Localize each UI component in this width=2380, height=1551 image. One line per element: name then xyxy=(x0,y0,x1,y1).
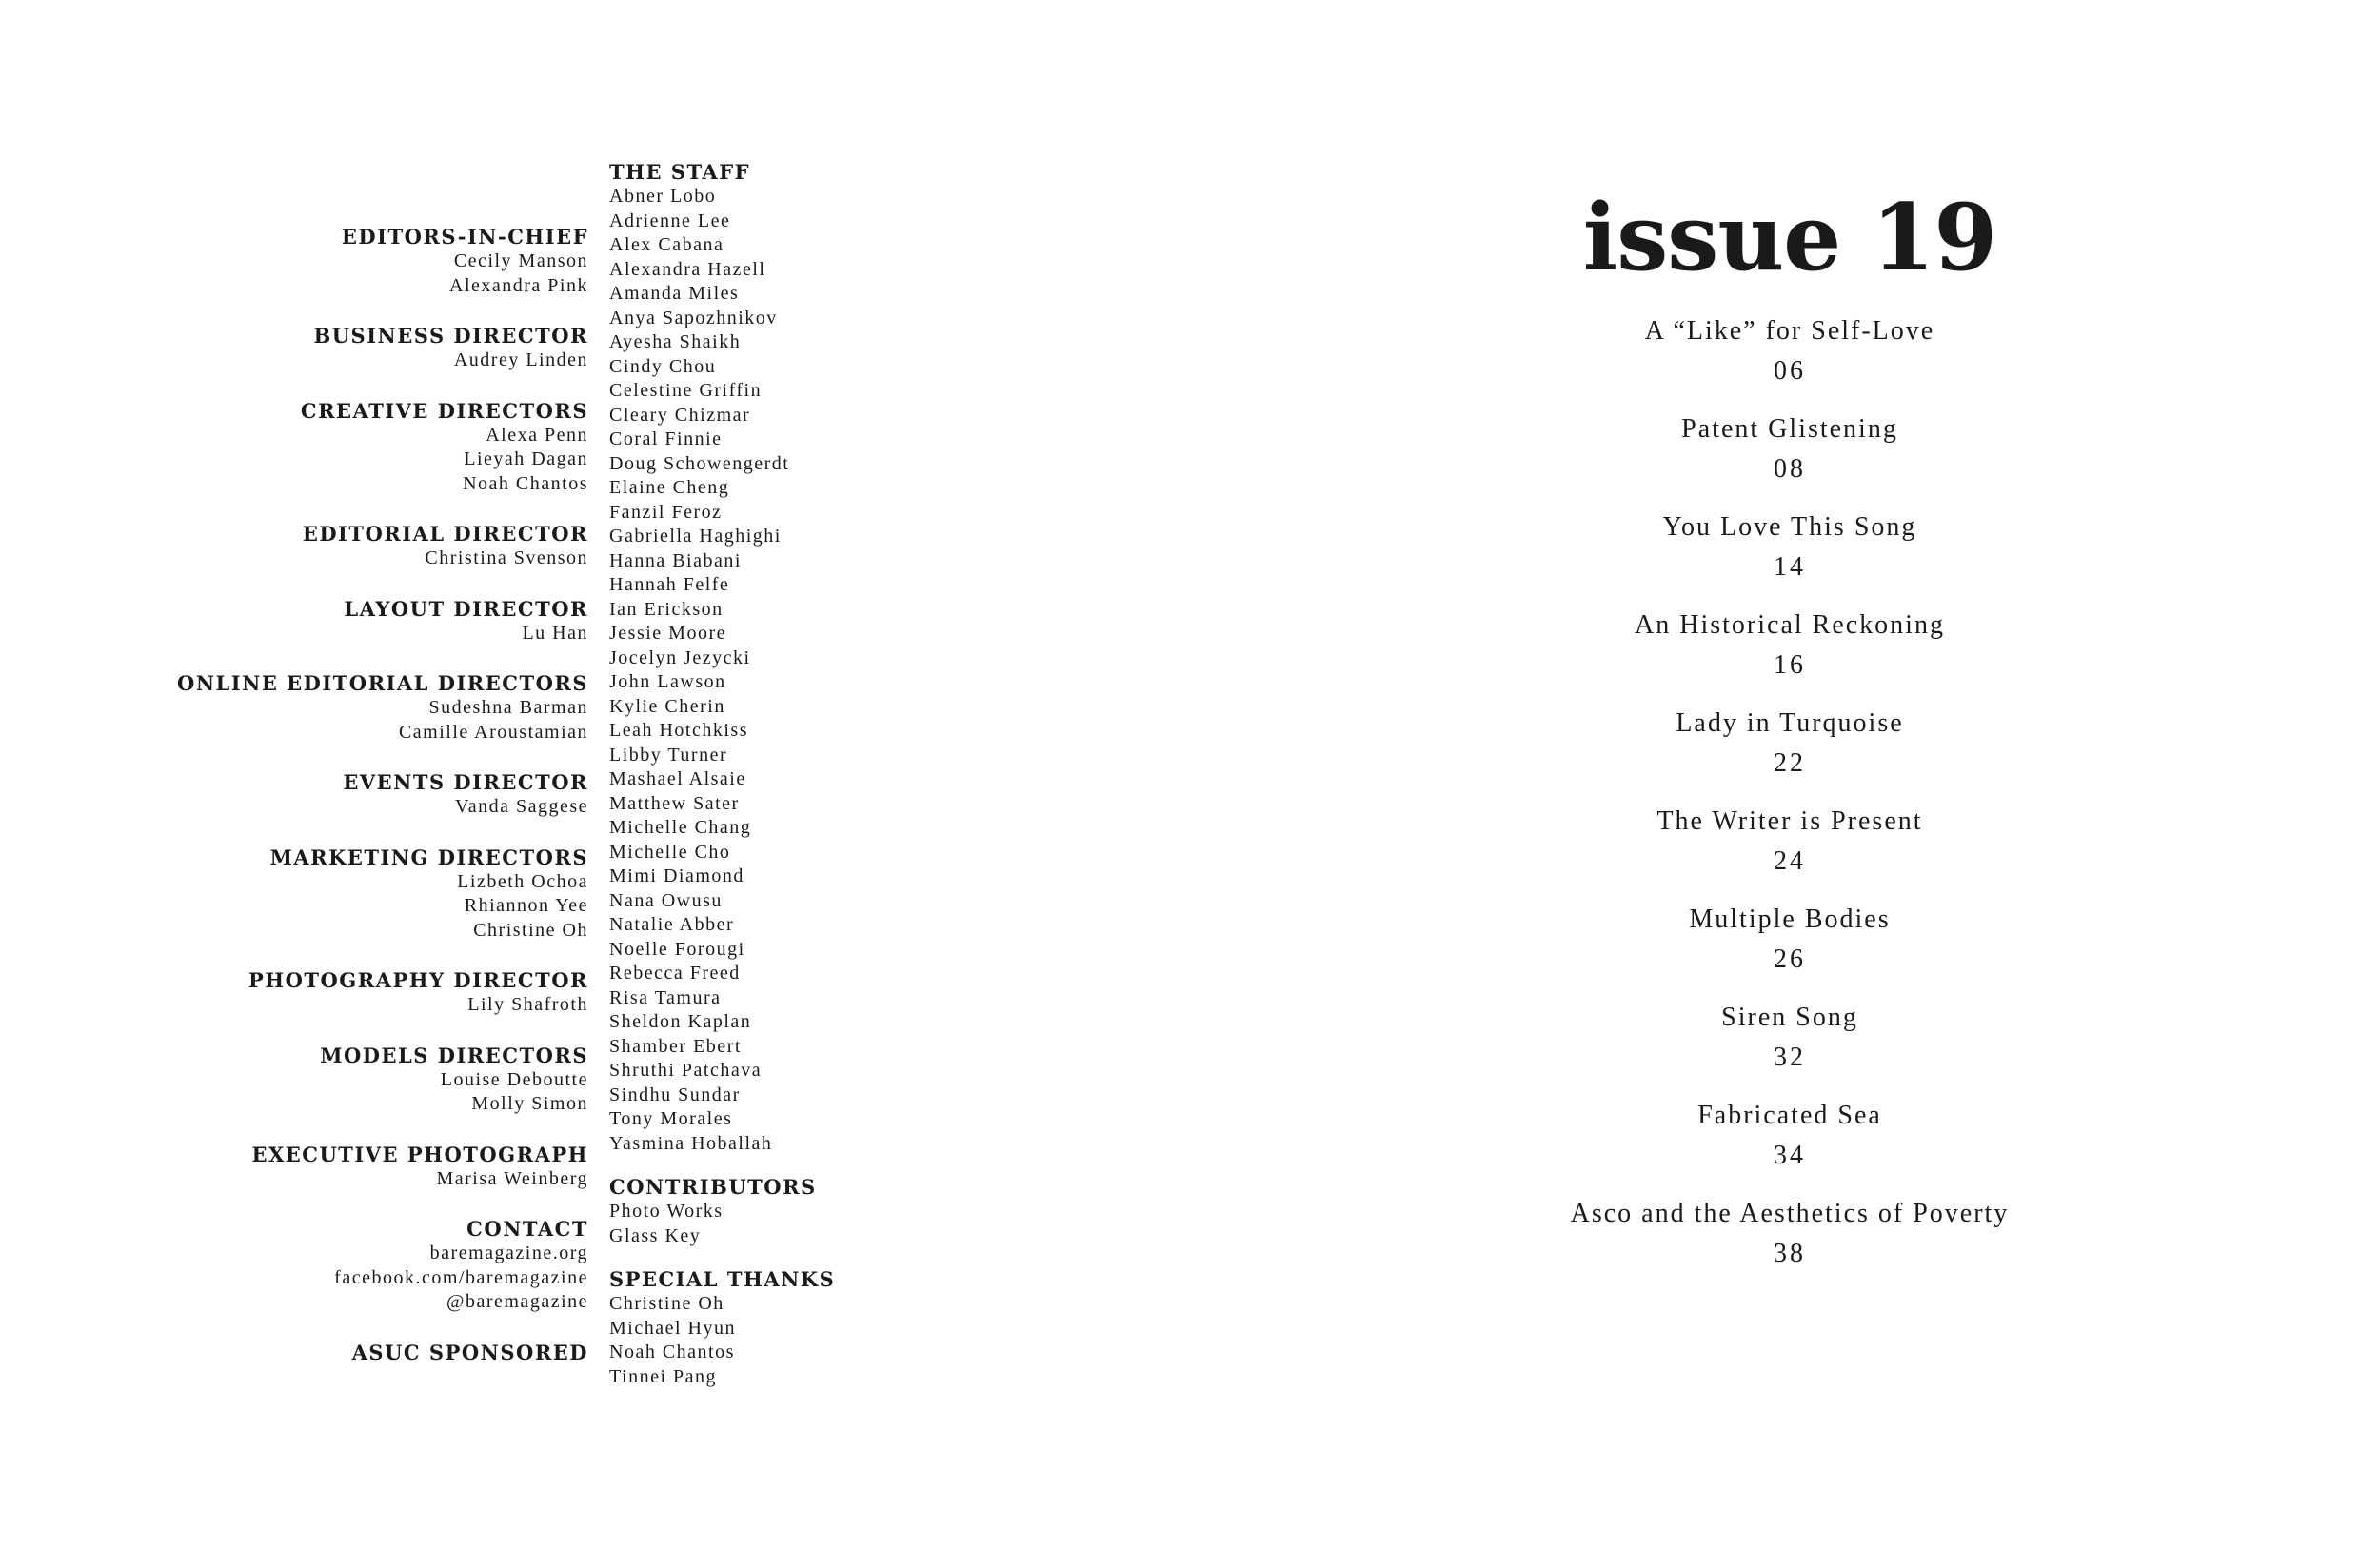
staff-name: Alexandra Hazell xyxy=(609,258,766,280)
role-group xyxy=(143,324,588,373)
contributors-section xyxy=(609,1175,857,1248)
role-title: CONTACT xyxy=(466,1217,588,1241)
staff-name: Cindy Chou xyxy=(609,355,717,377)
role-name: @baremagazine xyxy=(446,1291,588,1312)
staff-name: Ian Erickson xyxy=(609,598,724,620)
toc-list xyxy=(1457,312,2123,1273)
toc-entry-title: Asco and the Aesthetics of Poverty xyxy=(1570,1199,2010,1228)
toc-entry-title: Multiple Bodies xyxy=(1689,905,1891,934)
toc-entry-page-number: 06 xyxy=(1774,356,1806,386)
staff-name: Adrienne Lee xyxy=(609,209,731,231)
staff-heading: THE STAFF xyxy=(609,160,751,184)
role-title: ONLINE EDITORIAL DIRECTORS xyxy=(177,671,588,695)
role-name: Audrey Linden xyxy=(453,349,588,370)
staff-name: Hanna Biabani xyxy=(609,549,742,571)
role-name: Lieyah Dagan xyxy=(464,448,588,469)
staff-name: Jocelyn Jezycki xyxy=(609,646,751,668)
staff-name: Michelle Cho xyxy=(609,841,731,863)
role-name: Alexandra Pink xyxy=(449,274,588,296)
toc-entry-title: A “Like” for Self-Love xyxy=(1644,316,1935,346)
staff-name: Abner Lobo xyxy=(609,186,717,207)
toc-entry-title: An Historical Reckoning xyxy=(1635,610,1945,640)
staff-name: Sindhu Sundar xyxy=(609,1084,741,1105)
staff-name: Gabriella Haghighi xyxy=(609,526,782,547)
role-name: Cecily Manson xyxy=(453,250,588,271)
role-name: Christine Oh xyxy=(473,919,588,941)
staff-name: Anya Sapozhnikov xyxy=(609,307,778,328)
staff-name: Hannah Felfe xyxy=(609,574,730,595)
role-title: CREATIVE DIRECTORS xyxy=(300,398,588,423)
staff-name: Yasmina Hoballah xyxy=(609,1132,773,1154)
role-name: facebook.com/baremagazine xyxy=(334,1266,588,1288)
staff-name: Celestine Griffin xyxy=(609,380,763,401)
role-title: EDITORIAL DIRECTOR xyxy=(302,522,588,546)
staff-name: Amanda Miles xyxy=(609,283,740,304)
toc-entry xyxy=(1457,410,2123,488)
role-name: Noah Chantos xyxy=(463,472,588,494)
staff-name: Alex Cabana xyxy=(609,234,724,255)
role-name: Vanda Saggese xyxy=(454,796,588,817)
role-title: MARKETING DIRECTORS xyxy=(269,845,588,869)
staff-name: Risa Tamura xyxy=(609,986,722,1008)
toc-entry xyxy=(1457,1097,2123,1175)
toc-entry-page-number: 34 xyxy=(1774,1141,1806,1170)
role-title: PHOTOGRAPHY DIRECTOR xyxy=(248,968,588,992)
role-group xyxy=(143,845,588,944)
role-name: Lily Shafroth xyxy=(467,994,588,1015)
staff-name: Matthew Sater xyxy=(609,792,740,814)
role-group xyxy=(143,1341,588,1365)
staff-name: Doug Schowengerdt xyxy=(609,452,790,474)
role-group xyxy=(143,968,588,1018)
staff-name: Mimi Diamond xyxy=(609,865,744,886)
toc-entry-title: Siren Song xyxy=(1721,1003,1858,1032)
staff-name: Kylie Cherin xyxy=(609,695,725,717)
staff-name: Rebecca Freed xyxy=(609,963,741,984)
staff-name: Photo Works xyxy=(609,1201,724,1222)
role-group xyxy=(143,1044,588,1117)
toc-entry xyxy=(1457,1195,2123,1273)
role-group xyxy=(143,770,588,820)
role-name: Rhiannon Yee xyxy=(464,895,588,916)
toc-entry-title: Lady in Turquoise xyxy=(1676,708,1904,738)
role-group xyxy=(143,1217,588,1315)
toc-entry-page-number: 14 xyxy=(1774,552,1806,582)
toc-entry-page-number: 32 xyxy=(1774,1043,1806,1072)
staff-name: Fanzil Feroz xyxy=(609,501,723,523)
role-title: LAYOUT DIRECTOR xyxy=(344,596,588,621)
role-group xyxy=(143,671,588,745)
role-name: Camille Aroustamian xyxy=(398,721,588,743)
staff-name: Natalie Abber xyxy=(609,914,735,935)
role-title: EVENTS DIRECTOR xyxy=(343,770,588,794)
toc-entry-title: Fabricated Sea xyxy=(1697,1101,1882,1130)
role-name: Louise Deboutte xyxy=(440,1068,588,1090)
contributors-heading: CONTRIBUTORS xyxy=(609,1175,817,1199)
role-name: Marisa Weinberg xyxy=(436,1167,588,1189)
role-name: Alexa Penn xyxy=(486,424,588,446)
staff-name: Coral Finnie xyxy=(609,428,723,449)
role-name: Molly Simon xyxy=(471,1093,588,1114)
staff-name: Libby Turner xyxy=(609,744,728,766)
staff-name: Shamber Ebert xyxy=(609,1035,742,1057)
toc-entry xyxy=(1457,508,2123,587)
table-of-contents xyxy=(1457,181,2123,1293)
staff-name: Shruthi Patchava xyxy=(609,1060,763,1081)
staff-name: Tinnei Pang xyxy=(609,1365,718,1387)
toc-entry-title: The Writer is Present xyxy=(1656,806,1923,836)
staff-name: Michael Hyun xyxy=(609,1317,736,1339)
toc-entry-page-number: 16 xyxy=(1774,650,1806,680)
staff-name: Nana Owusu xyxy=(609,889,723,911)
staff-section xyxy=(609,160,857,1156)
staff-name: Leah Hotchkiss xyxy=(609,720,748,741)
role-group xyxy=(143,399,588,497)
role-title: EXECUTIVE PHOTOGRAPH xyxy=(251,1142,588,1166)
special-thanks-section xyxy=(609,1267,857,1389)
staff-name: Cleary Chizmar xyxy=(609,404,751,426)
staff-name: Noah Chantos xyxy=(609,1342,735,1362)
staff-name: Elaine Cheng xyxy=(609,477,730,498)
role-title: BUSINESS DIRECTOR xyxy=(313,324,588,348)
role-group xyxy=(143,522,588,571)
toc-entry-title: You Love This Song xyxy=(1662,512,1917,542)
staff-name: Mashael Alsaie xyxy=(609,768,746,789)
toc-entry xyxy=(1457,705,2123,783)
toc-entry-page-number: 38 xyxy=(1774,1239,1806,1268)
special-thanks-list xyxy=(609,1292,857,1389)
toc-entry xyxy=(1457,999,2123,1077)
role-name: Christina Svenson xyxy=(425,547,588,568)
staff-name: Michelle Chang xyxy=(609,817,752,838)
staff-name: Jessie Moore xyxy=(609,623,726,644)
toc-entry xyxy=(1457,803,2123,881)
toc-entry-title: Patent Glistening xyxy=(1681,414,1898,444)
staff-name: Ayesha Shaikh xyxy=(609,331,742,352)
masthead-roles xyxy=(143,225,588,1391)
toc-entry-page-number: 08 xyxy=(1774,454,1806,484)
role-name: Lizbeth Ochoa xyxy=(457,870,588,892)
toc-entry xyxy=(1457,312,2123,390)
role-group xyxy=(143,225,588,298)
toc-entry-page-number: 24 xyxy=(1774,846,1806,876)
role-name: Sudeshna Barman xyxy=(428,697,588,718)
role-name: baremagazine.org xyxy=(429,1243,588,1263)
role-name: Lu Han xyxy=(522,622,588,644)
staff-name: John Lawson xyxy=(609,671,726,692)
contributors-list xyxy=(609,1200,857,1248)
toc-entry-page-number: 26 xyxy=(1774,945,1806,974)
staff-name: Noelle Forougi xyxy=(609,938,745,960)
masthead-staff xyxy=(609,160,857,1408)
special-thanks-heading: SPECIAL THANKS xyxy=(609,1267,836,1291)
role-title: MODELS DIRECTORS xyxy=(320,1043,588,1067)
toc-entry-page-number: 22 xyxy=(1774,748,1806,778)
toc-entry xyxy=(1457,606,2123,685)
issue-title: issue 19 xyxy=(1582,184,1997,291)
role-group xyxy=(143,597,588,646)
staff-name: Christine Oh xyxy=(609,1293,724,1314)
staff-name: Sheldon Kaplan xyxy=(609,1011,752,1032)
staff-name: Tony Morales xyxy=(609,1108,733,1129)
role-title: EDITORS-IN-CHIEF xyxy=(341,225,588,249)
staff-name: Glass Key xyxy=(609,1224,702,1246)
staff-list xyxy=(609,185,857,1156)
role-title: ASUC SPONSORED xyxy=(351,1340,588,1364)
role-group xyxy=(143,1143,588,1192)
toc-entry xyxy=(1457,901,2123,979)
